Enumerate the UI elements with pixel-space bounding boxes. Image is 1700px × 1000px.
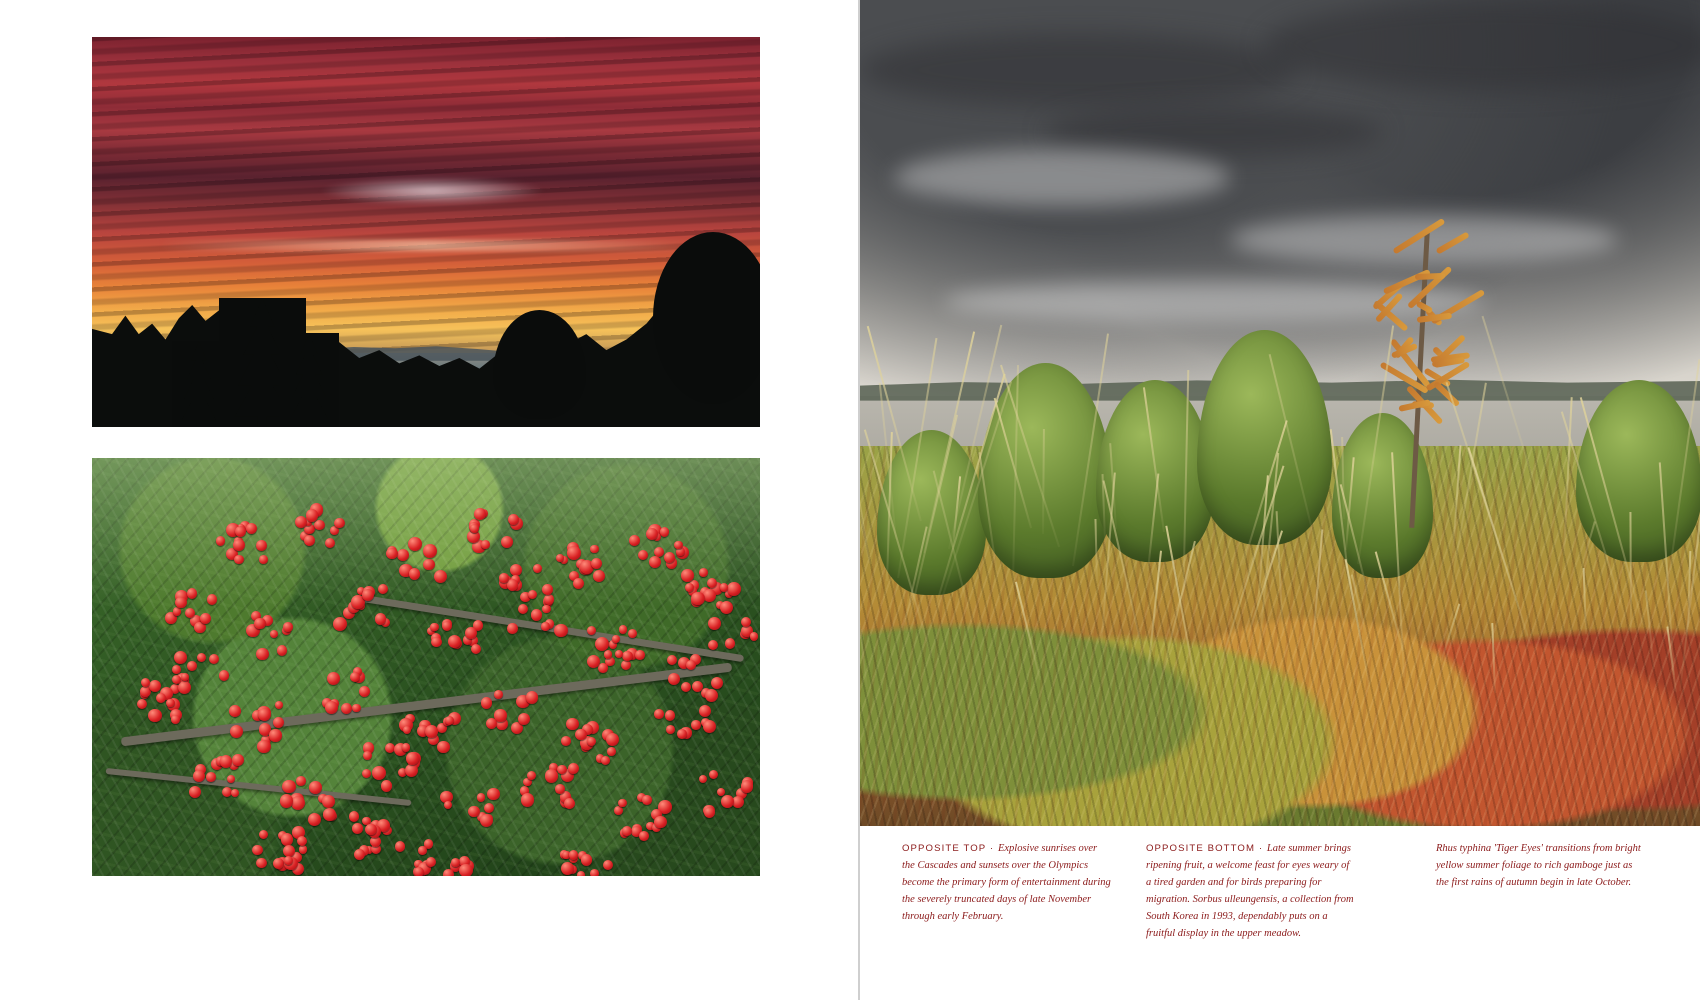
rhus-sumac-sapling bbox=[1340, 231, 1508, 528]
berry-cluster bbox=[186, 751, 250, 803]
berry-cluster bbox=[159, 583, 223, 635]
berry-cluster bbox=[413, 834, 477, 876]
caption-rhus bbox=[1436, 840, 1646, 1000]
sunrise-tree-right bbox=[653, 232, 760, 404]
berry-cluster bbox=[346, 809, 410, 861]
caption-opposite-bottom-species: Sorbus ulleungensis bbox=[1192, 894, 1277, 905]
berry-cluster bbox=[386, 533, 450, 585]
sunrise-cloud-highlight bbox=[319, 177, 546, 204]
berry-cluster bbox=[239, 608, 303, 660]
berry-cluster bbox=[426, 617, 490, 669]
berry-cluster bbox=[172, 642, 236, 694]
caption-block bbox=[860, 840, 1700, 1000]
right-page bbox=[860, 0, 1700, 1000]
sunrise-conifer-left bbox=[172, 341, 225, 427]
berry-cluster bbox=[439, 784, 503, 836]
berry-cluster bbox=[279, 776, 343, 828]
berry-cluster bbox=[226, 700, 290, 752]
berry-cluster bbox=[666, 650, 730, 702]
photo-rhus bbox=[860, 0, 1700, 826]
photo-sorbus bbox=[92, 458, 760, 876]
berry-cluster bbox=[613, 792, 677, 844]
berry-cluster bbox=[693, 767, 757, 819]
caption-opposite-top-body: Explosive sunrises over the Cascades and sunsets over the Olympics become the primary form of entertainment during the severely truncated days of late November through early February. bbox=[902, 843, 1111, 922]
sunrise-conifer-right bbox=[279, 333, 339, 427]
berry-cluster bbox=[653, 700, 717, 752]
rhus-dark-cloud-2 bbox=[1264, 0, 1700, 91]
berry-cluster bbox=[212, 517, 276, 569]
caption-rhus-species: Rhus typhina bbox=[1436, 843, 1492, 854]
caption-opposite-bottom bbox=[1146, 840, 1356, 1000]
berry-cluster bbox=[707, 600, 760, 652]
caption-opposite-top bbox=[902, 840, 1112, 1000]
caption-opposite-bottom-body-2: , a collection from South Korea in 1993, dependably puts on a fruitful display in the upper meadow. bbox=[1146, 894, 1354, 939]
berry-cluster bbox=[560, 843, 624, 876]
rhus-dark-cloud-1 bbox=[860, 33, 1298, 107]
sunrise-cloud-streak bbox=[159, 240, 693, 252]
berry-cluster bbox=[479, 684, 543, 736]
caption-rhus-cultivar: 'Tiger Eyes' bbox=[1491, 843, 1543, 854]
caption-opposite-bottom-body-1: Late summer brings ripening fruit, a welcome feast for eyes weary of a tired garden and for birds preparing for migration. bbox=[1146, 843, 1351, 905]
caption-opposite-bottom-lead: OPPOSITE BOTTOM · bbox=[1146, 843, 1267, 854]
berry-cluster bbox=[493, 558, 557, 610]
sumac-frond bbox=[1415, 273, 1446, 280]
photo-sunrise bbox=[92, 37, 760, 427]
sumac-frond bbox=[1435, 231, 1469, 254]
grass-blade bbox=[1042, 429, 1045, 534]
berry-cluster bbox=[586, 625, 650, 677]
berry-cluster bbox=[359, 742, 423, 794]
berry-cluster bbox=[252, 826, 316, 876]
berry-cluster bbox=[626, 521, 690, 573]
berry-cluster bbox=[292, 500, 356, 552]
berry-cluster bbox=[520, 759, 584, 811]
berry-cluster bbox=[332, 583, 396, 635]
berry-cluster bbox=[466, 508, 530, 560]
caption-rhus-body: transitions from bright yellow summer foliage to rich gamboge just as the first rains of autumn begin in late October. bbox=[1436, 843, 1641, 888]
berry-cluster bbox=[319, 667, 383, 719]
caption-opposite-top-lead: OPPOSITE TOP · bbox=[902, 843, 998, 854]
rhus-light-cloud-1 bbox=[894, 149, 1231, 207]
